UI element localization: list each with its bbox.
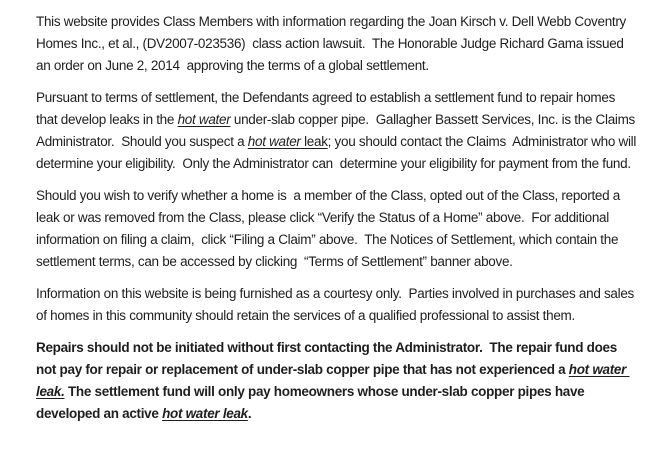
paragraph-3 bbox=[36, 185, 638, 273]
text-run: hot water leak bbox=[162, 406, 248, 421]
text-run: hot water leak. bbox=[36, 362, 630, 399]
text-run: leak bbox=[300, 134, 328, 149]
text-run: hot water bbox=[247, 134, 301, 149]
paragraph-5 bbox=[36, 337, 638, 425]
text-run: under-slab copper pipe. Gallagher Bassett Services, Inc. is the Claims Administrator. Should you suspect a bbox=[36, 112, 638, 149]
text-run: Pursuant to terms of settlement, the Defendants agreed to establish a settlement fund to repair homes that develop leaks in the bbox=[36, 90, 619, 127]
text-run: Repairs should not be initiated without first contacting the Administrator. The repair fund does not pay for repair or replacement of under-slab copper pipe that has not experienced a bbox=[36, 340, 621, 377]
paragraph-4 bbox=[36, 283, 638, 327]
text-run: hot water bbox=[177, 112, 231, 127]
paragraph-2 bbox=[36, 87, 638, 175]
text-run: Should you wish to verify whether a home is a member of the Class, opted out of the Class, reported a leak or was removed from the Class, please click “Verify the Status of a Home” above. For additional information on filing a claim, click “Filing a Claim” above. The Notices of Settlement, which contain the settlement terms, can be accessed by clicking “Terms of Settlement” banner above. bbox=[36, 188, 624, 269]
text-run: . bbox=[247, 406, 252, 421]
text-run: The settlement fund will only pay homeowners whose under-slab copper pipes have developed an active bbox=[36, 384, 588, 421]
text-run: ; you should contact the Claims Administrator who will determine your eligibility. Only the Administrator can determine your eligibility for payment from the fund. bbox=[36, 134, 640, 171]
text-run: This website provides Class Members with information regarding the Joan Kirsch v. Dell Webb Coventry Homes Inc., et al., (DV2007-023536) class action lawsuit. The Honorable Judge Richard Gama issued an order on June 2, 2014 approving the terms of a global settlement. bbox=[36, 14, 630, 73]
paragraph-1 bbox=[36, 11, 638, 77]
text-run: Information on this website is being furnished as a courtesy only. Parties involved in purchases and sales of homes in this community should retain the services of a qualified professional to assist them. bbox=[36, 286, 638, 323]
